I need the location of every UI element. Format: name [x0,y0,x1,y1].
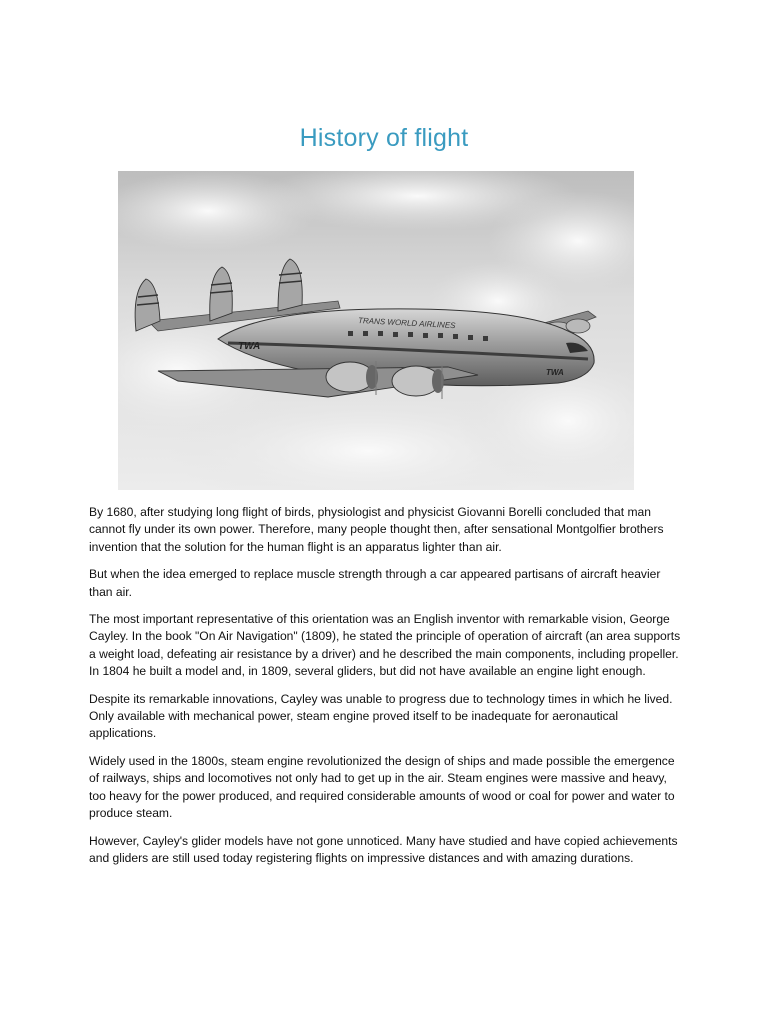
nose-lettering: TWA [546,368,564,377]
paragraph: By 1680, after studying long flight of birds, physiologist and physicist Giovanni Borelli concluded that man cannot fly under its own power. Therefore, many people thought then, after sensational Montgolfier brothers invention that the solution for the human flight is an apparatus lighter than air. [89,505,664,554]
paragraph: Despite its remarkable innovations, Cayley was unable to progress due to technology times in which he lived. Only available with mechanical power, steam engine proved itself to be inadequate for aeronautical applications. [89,691,673,741]
paragraph: But when the idea emerged to replace muscle strength through a car appeared partisans of aircraft heavier than air. [89,567,661,599]
article-body [89,504,685,877]
paragraph: Widely used in the 1800s, steam engine revolutionized the design of ships and made possible the emergence of railways, ships and locomotives not only had to get up in the air. Steam engines were massive and heavy, too heavy for the power produced, and required considerable amounts of wood or coal for power and water to produce steam. [89,753,675,821]
aircraft-illustration [118,171,634,490]
fuselage-lettering: TRANS WORLD AIRLINES [357,316,456,331]
rear-lettering: TWA [238,341,261,352]
page-title: History of flight [299,124,469,152]
aircraft-photo [118,171,634,490]
paragraph: However, Cayley's glider models have not gone unnoticed. Many have studied and have copied achievements and gliders are still used today registering flights on impressive distances and with amazing durations. [89,833,678,865]
paragraph: The most important representative of this orientation was an English inventor with remarkable vision, George Cayley. In the book "On Air Navigation" (1809), he stated the principle of operation of aircraft (an area supports a weight load, defeating air resistance by a driver) and he described the main components, including propeller. In 1804 he built a model and, in 1809, several gliders, but did not have available an engine light enough. [89,612,681,679]
